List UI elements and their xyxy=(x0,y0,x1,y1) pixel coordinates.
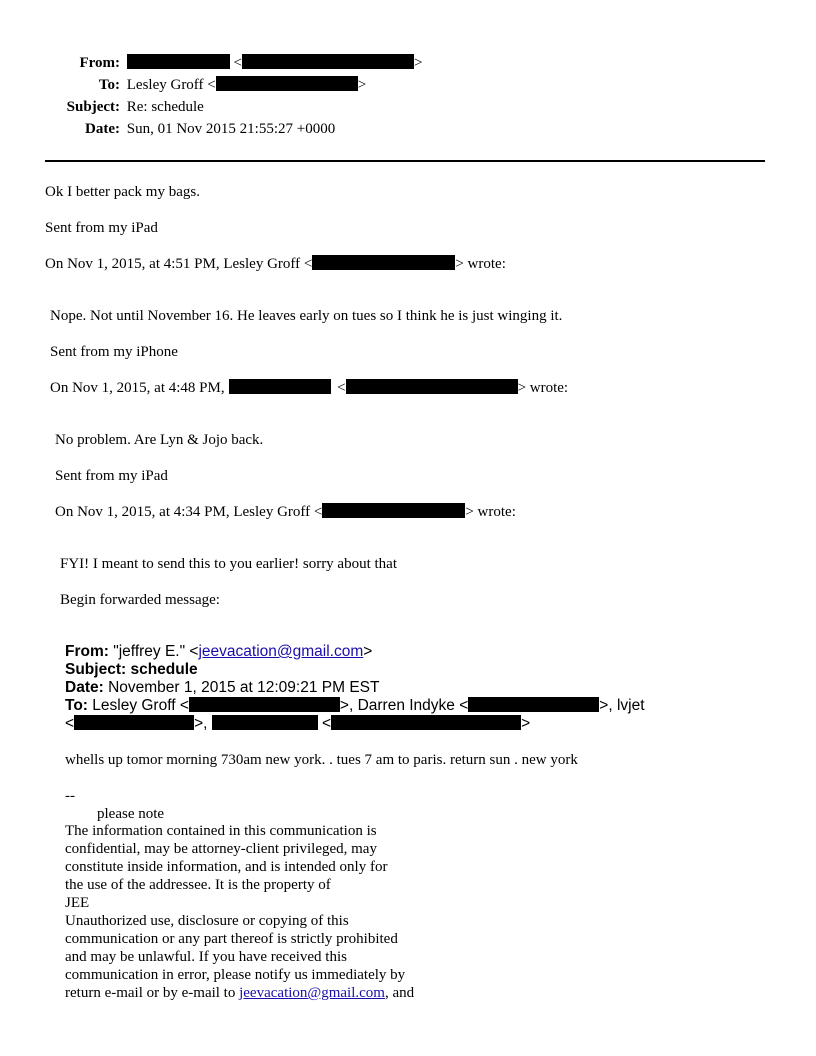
quote2-wrote: > wrote: xyxy=(517,380,569,396)
redacted-block xyxy=(468,697,599,712)
redacted-block xyxy=(242,54,414,69)
fwd-subject-row xyxy=(65,661,198,679)
disclaimer-line: communication in error, please notify us immediately by xyxy=(65,967,406,983)
header-date-value: Sun, 01 Nov 2015 21:55:27 +0000 xyxy=(126,121,336,137)
quote3-prefix: On Nov 1, 2015, at 4:34 PM, Lesley Groff < xyxy=(55,504,323,520)
fwd-date-label: Date: xyxy=(65,679,104,696)
quote3-attribution xyxy=(55,503,516,521)
disclaimer-note: please note xyxy=(97,806,165,822)
fwd-to-row xyxy=(65,697,645,715)
fwd-from-close: > xyxy=(363,643,373,660)
signature-dashes: -- xyxy=(65,788,75,804)
disclaimer-email-link[interactable]: jeevacation@gmail.com xyxy=(239,985,385,1001)
fwd-to-line2-open2: < xyxy=(322,715,332,732)
fwd-to-line2-mid: >, xyxy=(194,715,208,732)
disclaimer-line: constitute inside information, and is intended only for xyxy=(65,859,388,875)
fwd-to-value-3: >, lvjet xyxy=(599,697,645,714)
fwd-to-label: To: xyxy=(65,697,88,714)
fwd-subject-value: schedule xyxy=(130,661,198,678)
header-from-row xyxy=(0,54,422,72)
redacted-block xyxy=(346,379,518,394)
redacted-block xyxy=(212,715,318,730)
fwd-to-line2-close: > xyxy=(521,715,531,732)
quote3-forwarded-intro: Begin forwarded message: xyxy=(60,592,220,608)
disclaimer-last-suffix: , and xyxy=(384,985,415,1001)
fwd-from-name: "jeffrey E." < xyxy=(113,643,199,660)
fwd-to-value-2: >, Darren Indyke < xyxy=(339,697,469,714)
fwd-subject-label: Subject: xyxy=(65,661,127,678)
fwd-message-text: whells up tomor morning 730am new york. . tues 7 am to paris. return sun . new york xyxy=(65,752,578,768)
disclaimer-line: the use of the addressee. It is the property of xyxy=(65,877,331,893)
header-subject-value: Re: schedule xyxy=(126,99,204,115)
quote1-text: Nope. Not until November 16. He leaves early on tues so I think he is just winging it. xyxy=(50,308,563,324)
quote2-sent-from-ipad: Sent from my iPad xyxy=(55,468,168,484)
quote2-attribution xyxy=(50,379,568,397)
header-from-close: > xyxy=(413,55,423,71)
quote2-text: No problem. Are Lyn & Jojo back. xyxy=(55,432,264,448)
redacted-block xyxy=(312,255,455,270)
header-from-open: < xyxy=(233,55,242,71)
disclaimer-line: and may be unlawful. If you have received this xyxy=(65,949,347,965)
quote1-wrote: > wrote: xyxy=(455,256,506,272)
quote1-attribution xyxy=(45,255,506,273)
disclaimer-line: JEE xyxy=(65,895,90,911)
redacted-block xyxy=(216,76,358,91)
disclaimer-last-prefix: return e-mail or by e-mail to xyxy=(65,985,240,1001)
disclaimer-line: confidential, may be attorney-client privileged, may xyxy=(65,841,377,857)
header-date-row xyxy=(0,120,335,138)
quote2-open: < xyxy=(337,380,346,396)
header-from-label: From: xyxy=(79,55,120,71)
disclaimer-last-line xyxy=(65,984,414,1002)
quote2-prefix: On Nov 1, 2015, at 4:48 PM, xyxy=(50,380,225,396)
header-date-label: Date: xyxy=(85,121,120,137)
redacted-block xyxy=(229,379,331,394)
redacted-block xyxy=(322,503,465,518)
redacted-block xyxy=(331,715,521,730)
disclaimer-line: Unauthorized use, disclosure or copying of this xyxy=(65,913,349,929)
body-sent-from-ipad: Sent from my iPad xyxy=(45,220,158,236)
header-to-close: > xyxy=(357,77,367,93)
quote3-text: FYI! I meant to send this to you earlier! sorry about that xyxy=(60,556,398,572)
header-to-row xyxy=(0,76,366,94)
fwd-date-row xyxy=(65,679,379,697)
disclaimer-block xyxy=(65,822,414,1002)
redacted-block xyxy=(74,715,194,730)
fwd-from-email-link[interactable]: jeevacation@gmail.com xyxy=(198,643,364,660)
header-divider xyxy=(45,160,765,162)
body-line-1: Ok I better pack my bags. xyxy=(45,184,200,200)
redacted-block xyxy=(189,697,340,712)
fwd-to-value-1: Lesley Groff < xyxy=(92,697,189,714)
fwd-to-line2-open: < xyxy=(65,715,75,732)
quote1-prefix: On Nov 1, 2015, at 4:51 PM, Lesley Groff < xyxy=(45,256,313,272)
fwd-from-row xyxy=(65,643,372,661)
quote1-sent-from-iphone: Sent from my iPhone xyxy=(50,344,178,360)
disclaimer-line: communication or any part thereof is strictly prohibited xyxy=(65,931,398,947)
header-to-value: Lesley Groff < xyxy=(126,77,216,93)
header-to-label: To: xyxy=(98,77,120,93)
fwd-to-row-2 xyxy=(65,715,530,733)
disclaimer-line: The information contained in this communication is xyxy=(65,823,377,839)
fwd-from-label: From: xyxy=(65,643,109,660)
header-subject-row xyxy=(0,98,204,116)
header-subject-label: Subject: xyxy=(66,99,120,115)
quote3-wrote: > wrote: xyxy=(465,504,516,520)
fwd-date-value: November 1, 2015 at 12:09:21 PM EST xyxy=(108,679,380,696)
redacted-block xyxy=(127,54,230,69)
